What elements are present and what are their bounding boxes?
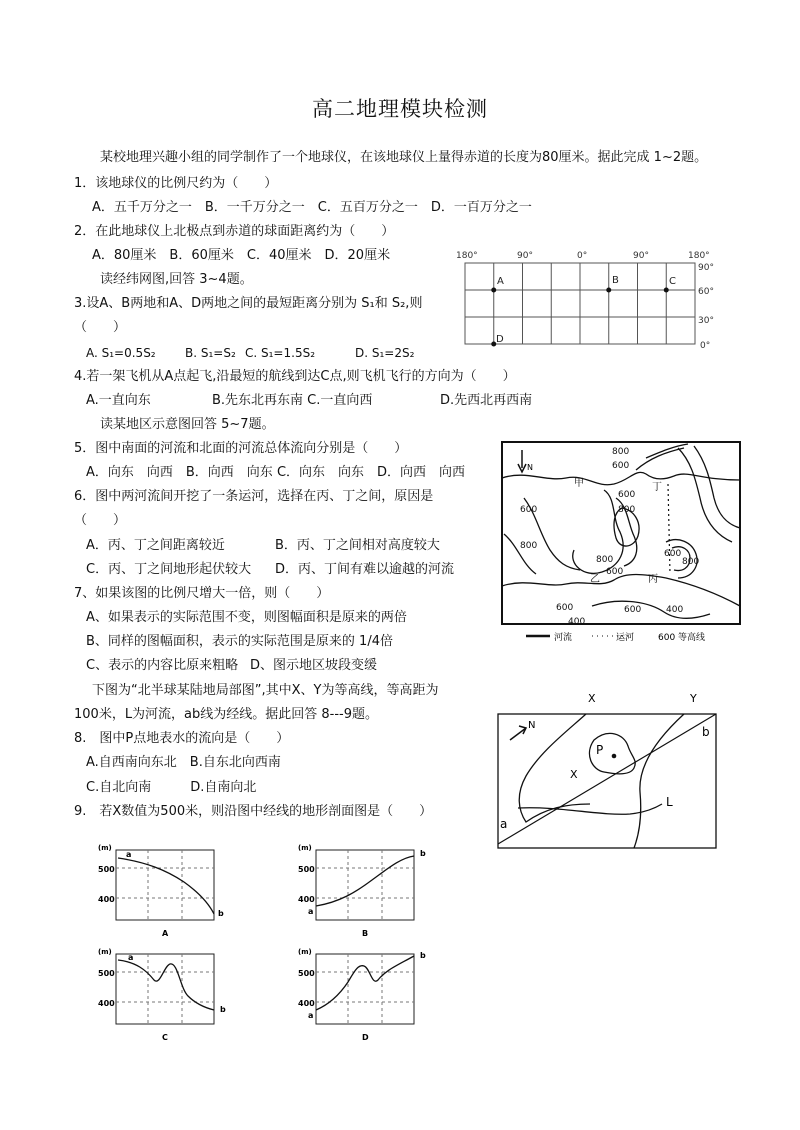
- intro-3-4: 读经纬网图,回答 3~4题。: [100, 272, 253, 287]
- q4-stem: 4.若一架飞机从A点起飞,沿最短的航线到达C点,则飞机飞行的方向为（ ）: [74, 369, 516, 384]
- contour-x-label: X: [588, 692, 596, 705]
- point-c-label: C: [669, 276, 676, 287]
- intro-8-9-line1: 下图为“北半球某陆地局部图”,其中X、Y为等高线，等高距为: [92, 683, 439, 698]
- q7-option-b: B、同样的图幅面积，表示的实际范围是原来的 1/4倍: [86, 634, 393, 649]
- lon-label: 90°: [517, 251, 533, 261]
- profile-unit: (m): [298, 844, 312, 852]
- lon-label: 90°: [633, 251, 649, 261]
- q2-options: A．80厘米 B．60厘米 C．40厘米 D．20厘米: [92, 248, 391, 263]
- contour-label: 800: [682, 557, 700, 567]
- local-contour-map: [490, 688, 730, 852]
- point-b-label: B: [612, 275, 619, 286]
- contour-label: 600: [520, 505, 538, 515]
- point-a-label: A: [497, 276, 504, 287]
- q7-stem: 7、如果该图的比例尺增大一倍，则（ ）: [74, 586, 330, 601]
- intro-5-7: 读某地区示意图回答 5~7题。: [100, 417, 275, 432]
- q5-options: A．向东 向西 B．向西 向东 C．向东 向东 D．向西 向西: [86, 465, 466, 480]
- contour-label: 400: [568, 617, 586, 627]
- contour-label: 600: [664, 549, 682, 559]
- q3-stem: 3.设A、B两地和A、D两地之间的最短距离分别为 S₁和 S₂,则: [74, 296, 423, 311]
- north-label: N: [528, 720, 536, 731]
- river-l-label: L: [666, 795, 673, 809]
- q6-stem: 6．图中两河流间开挖了一条运河，选择在丙、丁之间，原因是: [74, 489, 434, 504]
- intro-1-2: 某校地理兴趣小组的同学制作了一个地球仪，在该地球仪上量得赤道的长度为80厘米。据此完成 1~2题。: [100, 150, 708, 165]
- profile-caption: A: [162, 929, 169, 938]
- q3-paren: （ ）: [74, 320, 127, 335]
- tick-500: 500: [298, 969, 315, 978]
- q7-option-a: A、如果表示的实际范围不变，则图幅面积是原来的两倍: [86, 610, 407, 625]
- q7-option-c: C、表示的内容比原来粗略: [86, 658, 239, 673]
- q6-option-d: D．丙、丁间有难以逾越的河流: [275, 562, 455, 577]
- contour-label: 600: [606, 567, 624, 577]
- point-p-label: P: [596, 743, 604, 757]
- q3-option-a: A. S₁=0.5S₂: [86, 346, 156, 360]
- lat-label: 60°: [698, 287, 714, 297]
- profile-unit: (m): [98, 844, 112, 852]
- lat-label: 30°: [698, 316, 714, 326]
- north-river: [502, 472, 740, 484]
- profile-chart-b: [296, 840, 446, 940]
- contour-map: [496, 438, 746, 646]
- place-yi: 乙: [590, 574, 600, 585]
- intro-8-9-line2: 100米，L为河流，ab线为经线。据此回答 8---9题。: [74, 707, 379, 722]
- contour-label: 800: [618, 505, 636, 515]
- profile-chart-c: [96, 944, 246, 1044]
- latlong-grid-map: [452, 246, 722, 358]
- profile-b-end: b: [420, 849, 426, 858]
- q4-option-a: A.一直向东: [86, 393, 151, 408]
- endpoint-a-label: a: [500, 817, 508, 831]
- q4-option-bc: B.先东北再东南 C.一直向西: [212, 393, 373, 408]
- place-bing: 丙: [648, 574, 658, 585]
- q6-option-b: B．丙、丁之间相对高度较大: [275, 538, 440, 553]
- north-label: N: [527, 463, 533, 472]
- lon-label: 180°: [688, 251, 710, 261]
- profile-a-start: a: [128, 953, 134, 962]
- profile-a-start: a: [308, 1011, 314, 1020]
- place-jia: 甲: [574, 478, 584, 489]
- q3-option-d: D. S₁=2S₂: [355, 346, 415, 360]
- q3-option-b: B. S₁=S₂: [185, 346, 236, 360]
- profile-unit: (m): [298, 948, 312, 956]
- contour-y-label: Y: [690, 692, 697, 705]
- q8-options-cd: C.自北向南 D.自南向北: [86, 780, 257, 795]
- tick-400: 400: [98, 999, 115, 1008]
- place-ding: 丁: [652, 482, 662, 493]
- q6-option-a: A．丙、丁之间距离较近: [86, 538, 225, 553]
- profile-chart-d: [296, 944, 446, 1044]
- legend-canal: 运河: [616, 633, 635, 643]
- profile-b-end: b: [218, 909, 224, 918]
- profile-b-end: b: [220, 1005, 226, 1014]
- canal: [668, 484, 670, 574]
- tick-400: 400: [298, 895, 315, 904]
- contour-label: 600: [618, 490, 636, 500]
- contour-label: 800: [520, 541, 538, 551]
- point-c-marker: [664, 288, 669, 293]
- profile-b-end: b: [420, 951, 426, 960]
- profile-a-start: a: [126, 850, 132, 859]
- lat-label: 0°: [700, 341, 711, 351]
- q6-option-c: C．丙、丁之间地形起伏较大: [86, 562, 252, 577]
- contour-label: 600: [556, 603, 574, 613]
- q8-stem: 8. 图中P点地表水的流向是（ ）: [74, 731, 290, 746]
- endpoint-b-label: b: [702, 725, 710, 739]
- profile-caption: C: [162, 1033, 168, 1042]
- q7-option-d: D、图示地区坡段变缓: [250, 658, 378, 673]
- tick-500: 500: [298, 865, 315, 874]
- contour-label: 800: [612, 447, 630, 457]
- contour-label: 400: [666, 605, 684, 615]
- lon-label: 180°: [456, 251, 478, 261]
- profile-unit: (m): [98, 948, 112, 956]
- tick-500: 500: [98, 865, 115, 874]
- tick-500: 500: [98, 969, 115, 978]
- profile-curve: [118, 858, 214, 914]
- point-p-marker: [612, 754, 617, 759]
- contour-label: 600: [624, 605, 642, 615]
- page-title: 高二地理模块检测: [312, 97, 488, 121]
- contour-label: 800: [596, 555, 614, 565]
- q9-stem: 9. 若X数值为500米，则沿图中经线的地形剖面图是（ ）: [74, 804, 433, 819]
- q6-paren: （ ）: [74, 513, 127, 528]
- profile-caption: D: [362, 1033, 369, 1042]
- q3-option-c: C. S₁=1.5S₂: [245, 346, 316, 360]
- legend-contour-value: 600: [658, 633, 676, 643]
- legend-river: 河流: [554, 633, 573, 643]
- q1-stem: 1．该地球仪的比例尺约为（ ）: [74, 176, 278, 191]
- q4-option-d: D.先西北再西南: [440, 393, 533, 408]
- point-b-marker: [606, 288, 611, 293]
- point-a-marker: [491, 288, 496, 293]
- lat-label: 90°: [698, 263, 714, 273]
- tick-400: 400: [298, 999, 315, 1008]
- contour-label: 600: [612, 461, 630, 471]
- tick-400: 400: [98, 895, 115, 904]
- legend-contour: 等高线: [678, 633, 706, 643]
- q5-stem: 5．图中南面的河流和北面的河流总体流向分别是（ ）: [74, 441, 408, 456]
- inner-x-label: X: [570, 768, 578, 781]
- profile-caption: B: [362, 929, 369, 938]
- lon-label: 0°: [577, 251, 588, 261]
- point-d-label: D: [496, 334, 504, 345]
- q8-options-ab: A.自西南向东北 B.自东北向西南: [86, 755, 281, 770]
- q2-stem: 2．在此地球仪上北极点到赤道的球面距离约为（ ）: [74, 224, 395, 239]
- q1-options: A．五千万分之一 B．一千万分之一 C．五百万分之一 D．一百万分之一: [92, 200, 532, 215]
- profile-a-start: a: [308, 907, 314, 916]
- profile-chart-a: [96, 840, 246, 940]
